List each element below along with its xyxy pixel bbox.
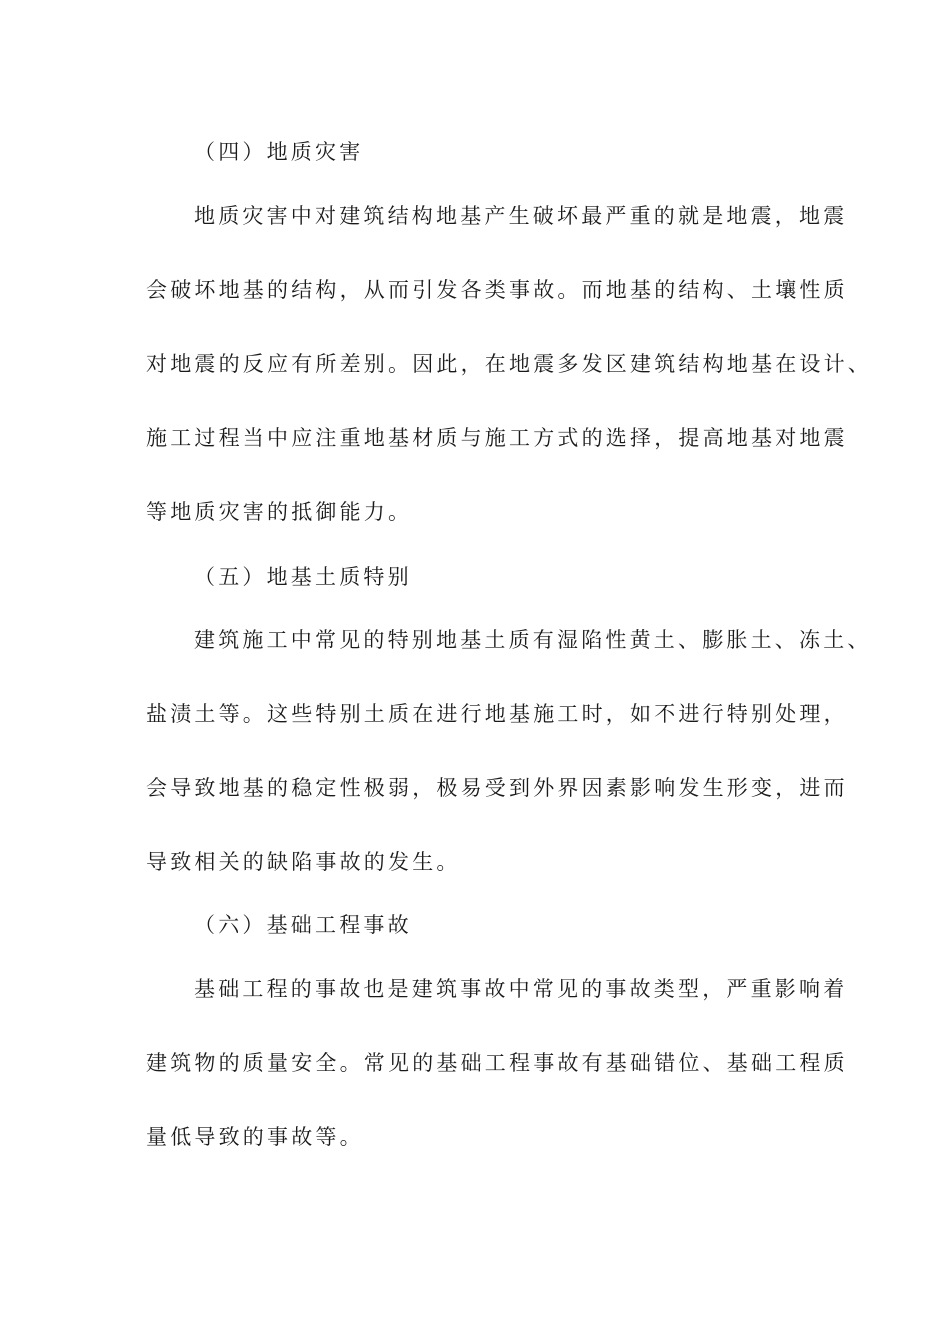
paragraph-line: 建筑施工中常见的特别地基土质有湿陷性黄土、膨胀土、冻土、 (194, 628, 872, 652)
paragraph-line: 导致相关的缺陷事故的发生。 (146, 850, 461, 874)
paragraph-line: 地质灾害中对建筑结构地基产生破坏最严重的就是地震，地震 (194, 204, 848, 228)
section-heading-5: （五）地基土质特别 (194, 565, 412, 589)
paragraph-line: 量低导致的事故等。 (146, 1125, 364, 1149)
paragraph-line: 施工过程当中应注重地基材质与施工方式的选择，提高地基对地震 (146, 426, 848, 450)
paragraph-line: 建筑物的质量安全。常见的基础工程事故有基础错位、基础工程质 (146, 1051, 848, 1075)
paragraph-line: 等地质灾害的抵御能力。 (146, 500, 413, 524)
paragraph-line: 会导致地基的稳定性极弱，极易受到外界因素影响发生形变，进而 (146, 776, 848, 800)
section-heading-6: （六）基础工程事故 (194, 913, 412, 937)
paragraph-line: 会破坏地基的结构，从而引发各类事故。而地基的结构、土壤性质 (146, 278, 848, 302)
section-heading-4: （四）地质灾害 (194, 140, 364, 164)
paragraph-line: 基础工程的事故也是建筑事故中常见的事故类型，严重影响着 (194, 977, 848, 1001)
paragraph-line: 对地震的反应有所差别。因此，在地震多发区建筑结构地基在设计、 (146, 352, 872, 376)
paragraph-line: 盐渍土等。这些特别土质在进行地基施工时，如不进行特别处理， (146, 702, 848, 726)
